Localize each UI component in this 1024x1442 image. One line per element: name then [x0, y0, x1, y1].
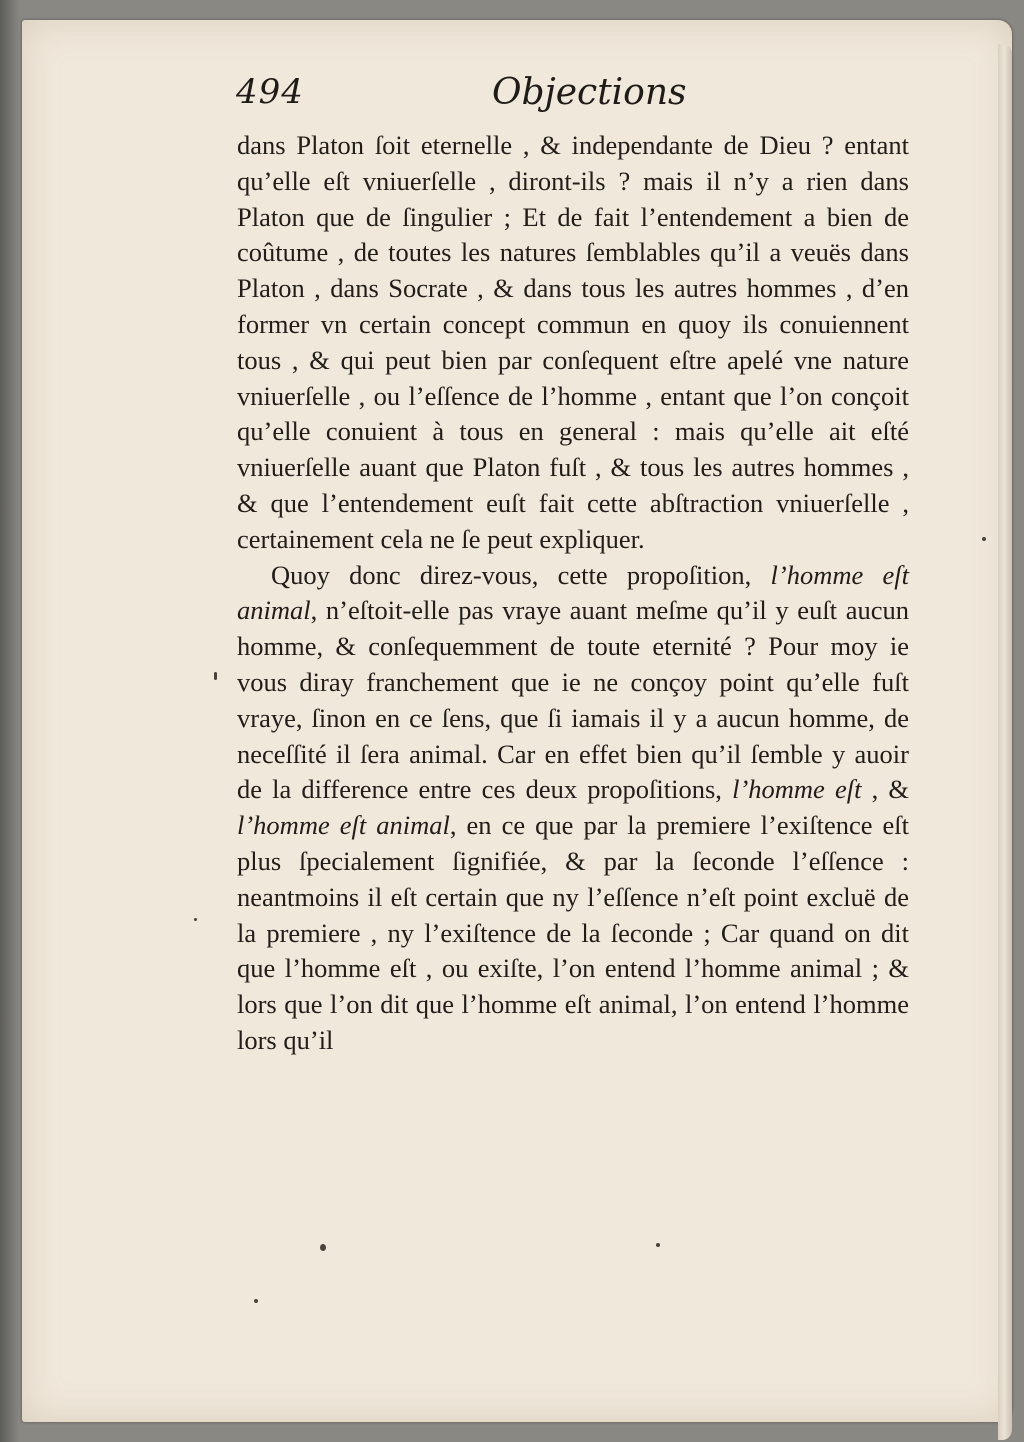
page-edge	[998, 44, 1012, 1440]
paragraph-2-text: , &	[861, 774, 909, 805]
italic-phrase: l’homme eſt animal	[237, 810, 450, 841]
ink-spot	[982, 537, 986, 541]
ink-spot	[656, 1243, 660, 1247]
running-head	[236, 66, 706, 116]
ink-spot	[254, 1299, 258, 1303]
ink-spot	[194, 918, 197, 921]
italic-phrase: l’homme eſt animal	[237, 559, 909, 626]
paragraph-2	[237, 558, 909, 1059]
italic-phrase: l’homme eſt	[732, 774, 862, 805]
ink-spot	[320, 1244, 326, 1251]
paragraph-2-text: , n’eſtoit-elle pas vraye auant meſme qu’il y euſt aucun homme, & conſequemment de toute eternité ? Pour moy ie vous diray franchement que ie ne conçoy point qu’elle fuſt vraye, ſinon en ce ſens, que ſi iamais il y a aucun homme, de neceſſité il ſera animal. Car en effet bien qu’il ſemble y auoir de la difference entre ces deux propoſitions,	[237, 595, 909, 805]
ink-spot	[214, 672, 217, 680]
paragraph-1: dans Platon ſoit eternelle , & independante de Dieu ? entant qu’elle eſt vniuerſelle , diront-ils ? mais il n’y a rien dans Platon que de ſingulier ; Et de fait l’entendement a bien de coûtume , de toutes les natures ſemblables qu’il a veuës dans Platon , dans Socrate , & dans tous les autres hommes , d’en former vn certain concept commun en quoy ils conuiennent tous , & qui peut bien par conſequent eſtre apelé vne nature vniuerſelle , ou l’eſſence de l’homme , entant que l’on conçoit qu’elle conuient à tous en general : mais qu’elle ait eſté vniuerſelle auant que Platon fuſt , & tous les autres hommes , & que l’entendement euſt fait cette abſtraction vniuerſelle , certainement cela ne ſe peut expliquer.	[237, 130, 909, 554]
running-title: Objections	[492, 72, 687, 113]
paragraph-2-text: Quoy donc direz-vous, cette propoſition,	[271, 559, 771, 590]
page-number: 494	[236, 72, 304, 112]
body-text	[237, 128, 909, 1059]
paragraph-2-text: , en ce que par la premiere l’exiſtence eſt plus ſpecialement ſignifiée, & par la ſeconde l’eſſence : neantmoins il eſt certain que ny l’eſſence n’eſt point excluë de la premiere , ny l’exiſtence de la ſeconde ; Car quand on dit que l’homme eſt , ou exiſte, l’on entend l’homme animal ; & lors que l’on dit que l’homme eſt animal, l’on entend l’homme lors qu’il	[237, 810, 909, 1055]
